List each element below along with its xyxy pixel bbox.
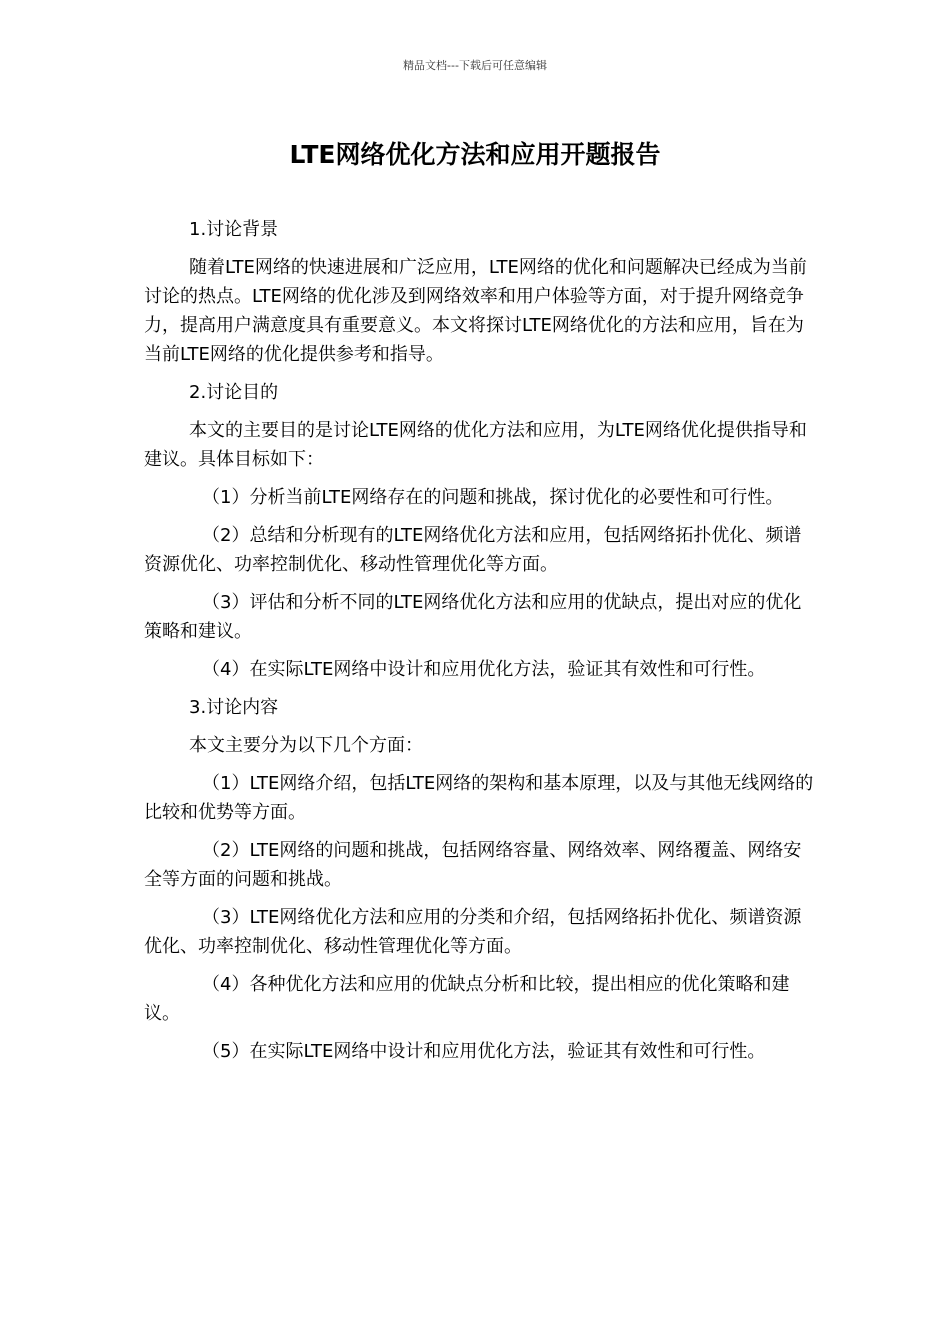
- purpose-list-item: （2）总结和分析现有的LTE网络优化方法和应用，包括网络拓扑优化、频谱资源优化、功率控制优化、移动性管理优化等方面。: [144, 525, 802, 575]
- purpose-list-item: （4）在实际LTE网络中设计和应用优化方法，验证其有效性和可行性。: [202, 659, 766, 680]
- purpose-list-item: （3）评估和分析不同的LTE网络优化方法和应用的优缺点，提出对应的优化策略和建议。: [144, 592, 802, 642]
- section-heading-background: 1.讨论背景: [189, 219, 279, 240]
- content-list-item: （2）LTE网络的问题和挑战，包括网络容量、网络效率、网络覆盖、网络安全等方面的问题和挑战。: [144, 840, 802, 890]
- purpose-list-item: （1）分析当前LTE网络存在的问题和挑战，探讨优化的必要性和可行性。: [202, 487, 784, 508]
- paragraph-background: 随着LTE网络的快速进展和广泛应用，LTE网络的优化和问题解决已经成为当前讨论的热点。LTE网络的优化涉及到网络效率和用户体验等方面，对于提升网络竞争力，提高用户满意度具有重要意义。本文将探讨LTE网络优化的方法和应用，旨在为当前LTE网络的优化提供参考和指导。: [144, 257, 807, 365]
- document-body: [144, 215, 816, 1075]
- page-header-note: 精品文档---下载后可任意编辑: [403, 59, 547, 72]
- content-list-item: （1）LTE网络介绍，包括LTE网络的架构和基本原理，以及与其他无线网络的比较和优势等方面。: [144, 773, 814, 823]
- content-list-item: （5）在实际LTE网络中设计和应用优化方法，验证其有效性和可行性。: [202, 1041, 766, 1062]
- section-heading-content: 3.讨论内容: [189, 697, 279, 718]
- content-list-item: （3）LTE网络优化方法和应用的分类和介绍，包括网络拓扑优化、频谱资源优化、功率控制优化、移动性管理优化等方面。: [144, 907, 802, 957]
- paragraph-purpose: 本文的主要目的是讨论LTE网络的优化方法和应用，为LTE网络优化提供指导和建议。具体目标如下：: [144, 420, 807, 470]
- section-heading-purpose: 2.讨论目的: [189, 382, 279, 403]
- paragraph-content: 本文主要分为以下几个方面：: [189, 735, 423, 756]
- content-list-item: （4）各种优化方法和应用的优缺点分析和比较，提出相应的优化策略和建议。: [144, 974, 790, 1024]
- document-title: LTE网络优化方法和应用开题报告: [289, 140, 661, 169]
